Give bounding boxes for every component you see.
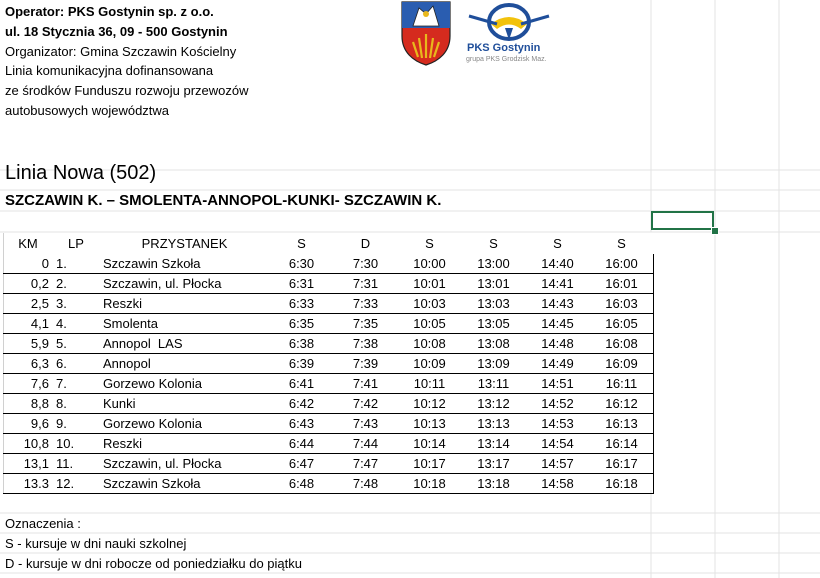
table-row[interactable] <box>4 374 654 394</box>
time-cell[interactable]: 6:41 <box>270 374 334 394</box>
col-header-run-3: S <box>398 234 462 254</box>
fill-handle[interactable] <box>711 227 719 235</box>
table-row[interactable] <box>4 294 654 314</box>
table-row[interactable] <box>4 414 654 434</box>
km-cell[interactable]: 5,9 <box>4 334 53 354</box>
time-cell[interactable]: 14:43 <box>526 294 590 314</box>
time-cell[interactable]: 6:39 <box>270 354 334 374</box>
time-cell[interactable]: 14:58 <box>526 474 590 494</box>
funding-line-2: ze środków Funduszu rozwoju przewozów <box>5 83 249 98</box>
time-cell[interactable]: 10:18 <box>398 474 462 494</box>
time-cell[interactable]: 16:14 <box>590 434 654 454</box>
km-cell[interactable]: 13,1 <box>4 454 53 474</box>
time-cell[interactable]: 10:14 <box>398 434 462 454</box>
col-header-run-1: S <box>270 234 334 254</box>
km-cell[interactable]: 0 <box>4 254 53 274</box>
time-cell[interactable]: 16:01 <box>590 274 654 294</box>
table-row[interactable] <box>4 354 654 374</box>
lp-cell[interactable]: 11. <box>53 454 100 474</box>
time-cell[interactable]: 13:17 <box>462 454 526 474</box>
table-row[interactable] <box>4 394 654 414</box>
km-cell[interactable]: 6,3 <box>4 354 53 374</box>
km-cell[interactable]: 4,1 <box>4 314 53 334</box>
time-cell[interactable]: 6:44 <box>270 434 334 454</box>
pks-company-name: PKS Gostynin <box>467 42 541 54</box>
time-cell[interactable]: 7:30 <box>334 254 398 274</box>
lp-cell[interactable]: 6. <box>53 354 100 374</box>
time-cell[interactable]: 13:12 <box>462 394 526 414</box>
time-cell[interactable]: 7:35 <box>334 314 398 334</box>
time-cell[interactable]: 7:47 <box>334 454 398 474</box>
stop-cell[interactable]: Kunki <box>100 394 270 414</box>
lp-cell[interactable]: 7. <box>53 374 100 394</box>
time-cell[interactable]: 13:03 <box>462 294 526 314</box>
time-cell[interactable]: 14:57 <box>526 454 590 474</box>
funding-line-1: Linia komunikacyjna dofinansowana <box>5 63 214 78</box>
table-row[interactable] <box>4 274 654 294</box>
km-cell[interactable]: 10,8 <box>4 434 53 454</box>
table-row[interactable] <box>4 314 654 334</box>
time-cell[interactable]: 14:53 <box>526 414 590 434</box>
time-cell[interactable]: 16:09 <box>590 354 654 374</box>
time-cell[interactable]: 10:12 <box>398 394 462 414</box>
stop-cell[interactable]: Annopol LAS <box>100 334 270 354</box>
stop-cell[interactable]: Gorzewo Kolonia <box>100 414 270 434</box>
time-cell[interactable]: 6:30 <box>270 254 334 274</box>
stop-cell[interactable]: Szczawin, ul. Płocka <box>100 274 270 294</box>
time-cell[interactable]: 10:01 <box>398 274 462 294</box>
legend-s-description: S - kursuje w dni nauki szkolnej <box>5 536 187 551</box>
time-cell[interactable]: 6:43 <box>270 414 334 434</box>
funding-line-3: autobusowych województwa <box>5 103 170 118</box>
lp-cell[interactable]: 10. <box>53 434 100 454</box>
stop-cell[interactable]: Szczawin Szkoła <box>100 254 270 274</box>
lp-cell[interactable]: 12. <box>53 474 100 494</box>
stop-cell[interactable]: Gorzewo Kolonia <box>100 374 270 394</box>
time-cell[interactable]: 16:05 <box>590 314 654 334</box>
time-cell[interactable]: 7:41 <box>334 374 398 394</box>
time-cell[interactable]: 13:13 <box>462 414 526 434</box>
time-cell[interactable]: 16:11 <box>590 374 654 394</box>
time-cell[interactable]: 7:31 <box>334 274 398 294</box>
km-cell[interactable]: 7,6 <box>4 374 53 394</box>
lp-cell[interactable]: 3. <box>53 294 100 314</box>
table-row[interactable] <box>4 454 654 474</box>
time-cell[interactable]: 6:31 <box>270 274 334 294</box>
time-cell[interactable]: 13:08 <box>462 334 526 354</box>
time-cell[interactable]: 13:05 <box>462 314 526 334</box>
time-cell[interactable]: 10:09 <box>398 354 462 374</box>
time-cell[interactable]: 6:35 <box>270 314 334 334</box>
route-title: SZCZAWIN K. – SMOLENTA-ANNOPOL-KUNKI- SZCZAWIN K. <box>5 192 442 209</box>
time-cell[interactable]: 6:42 <box>270 394 334 414</box>
lp-cell[interactable]: 9. <box>53 414 100 434</box>
time-cell[interactable]: 16:12 <box>590 394 654 414</box>
table-row[interactable] <box>4 474 654 494</box>
active-cell-selection[interactable] <box>651 211 714 230</box>
time-cell[interactable]: 10:05 <box>398 314 462 334</box>
time-cell[interactable]: 14:51 <box>526 374 590 394</box>
time-cell[interactable]: 10:13 <box>398 414 462 434</box>
time-cell[interactable]: 16:03 <box>590 294 654 314</box>
time-cell[interactable]: 10:00 <box>398 254 462 274</box>
time-cell[interactable]: 14:52 <box>526 394 590 414</box>
km-cell[interactable]: 0,2 <box>4 274 53 294</box>
timetable-header-row <box>4 234 654 254</box>
time-cell[interactable]: 13:09 <box>462 354 526 374</box>
address-label: ul. 18 Stycznia 36, 09 - 500 Gostynin <box>5 24 228 39</box>
legend-heading: Oznaczenia : <box>5 516 81 531</box>
time-cell[interactable]: 14:41 <box>526 274 590 294</box>
time-cell[interactable]: 16:17 <box>590 454 654 474</box>
time-cell[interactable]: 13:18 <box>462 474 526 494</box>
stop-cell[interactable]: Szczawin, ul. Płocka <box>100 454 270 474</box>
col-header-stop: PRZYSTANEK <box>100 234 270 254</box>
time-cell[interactable]: 10:08 <box>398 334 462 354</box>
lp-cell[interactable]: 4. <box>53 314 100 334</box>
table-row[interactable] <box>4 254 654 274</box>
time-cell[interactable]: 14:48 <box>526 334 590 354</box>
stop-cell[interactable]: Reszki <box>100 434 270 454</box>
table-row[interactable] <box>4 434 654 454</box>
time-cell[interactable]: 7:42 <box>334 394 398 414</box>
stop-cell[interactable]: Smolenta <box>100 314 270 334</box>
time-cell[interactable]: 16:13 <box>590 414 654 434</box>
organizer-label: Organizator: Gmina Szczawin Kościelny <box>5 44 237 59</box>
time-cell[interactable]: 16:08 <box>590 334 654 354</box>
timetable-body <box>4 254 654 494</box>
time-cell[interactable]: 10:11 <box>398 374 462 394</box>
time-cell[interactable]: 6:47 <box>270 454 334 474</box>
lp-cell[interactable]: 1. <box>53 254 100 274</box>
time-cell[interactable]: 7:38 <box>334 334 398 354</box>
time-cell[interactable]: 14:45 <box>526 314 590 334</box>
time-cell[interactable]: 13:11 <box>462 374 526 394</box>
col-header-lp: LP <box>53 234 100 254</box>
stop-cell[interactable]: Annopol <box>100 354 270 374</box>
time-cell[interactable]: 16:18 <box>590 474 654 494</box>
stop-cell[interactable]: Reszki <box>100 294 270 314</box>
time-cell[interactable]: 14:54 <box>526 434 590 454</box>
km-cell[interactable]: 8,8 <box>4 394 53 414</box>
time-cell[interactable]: 10:17 <box>398 454 462 474</box>
time-cell[interactable]: 10:03 <box>398 294 462 314</box>
time-cell[interactable]: 13:00 <box>462 254 526 274</box>
time-cell[interactable]: 7:33 <box>334 294 398 314</box>
km-cell[interactable]: 13.3 <box>4 474 53 494</box>
time-cell[interactable]: 16:00 <box>590 254 654 274</box>
time-cell[interactable]: 7:48 <box>334 474 398 494</box>
timetable <box>3 233 654 494</box>
pks-company-subtitle: grupa PKS Grodzisk Maz. <box>466 56 547 63</box>
operator-label: Operator: PKS Gostynin sp. z o.o. <box>5 4 214 19</box>
legend-d-description: D - kursuje w dni robocze od poniedziałku do piątku <box>5 556 303 571</box>
lp-cell[interactable]: 2. <box>53 274 100 294</box>
time-cell[interactable]: 14:40 <box>526 254 590 274</box>
stop-cell[interactable]: Szczawin Szkoła <box>100 474 270 494</box>
col-header-run-5: S <box>526 234 590 254</box>
lp-cell[interactable]: 8. <box>53 394 100 414</box>
time-cell[interactable]: 7:39 <box>334 354 398 374</box>
time-cell[interactable]: 6:48 <box>270 474 334 494</box>
col-header-run-2: D <box>334 234 398 254</box>
time-cell[interactable]: 6:33 <box>270 294 334 314</box>
col-header-run-4: S <box>462 234 526 254</box>
time-cell[interactable]: 6:38 <box>270 334 334 354</box>
time-cell[interactable]: 7:43 <box>334 414 398 434</box>
line-title: Linia Nowa (502) <box>5 162 157 184</box>
time-cell[interactable]: 7:44 <box>334 434 398 454</box>
km-cell[interactable]: 2,5 <box>4 294 53 314</box>
table-row[interactable] <box>4 334 654 354</box>
lp-cell[interactable]: 5. <box>53 334 100 354</box>
km-cell[interactable]: 9,6 <box>4 414 53 434</box>
time-cell[interactable]: 13:01 <box>462 274 526 294</box>
coat-of-arms-icon <box>399 0 453 66</box>
time-cell[interactable]: 13:14 <box>462 434 526 454</box>
col-header-km: KM <box>4 234 53 254</box>
time-cell[interactable]: 14:49 <box>526 354 590 374</box>
col-header-run-6: S <box>590 234 654 254</box>
